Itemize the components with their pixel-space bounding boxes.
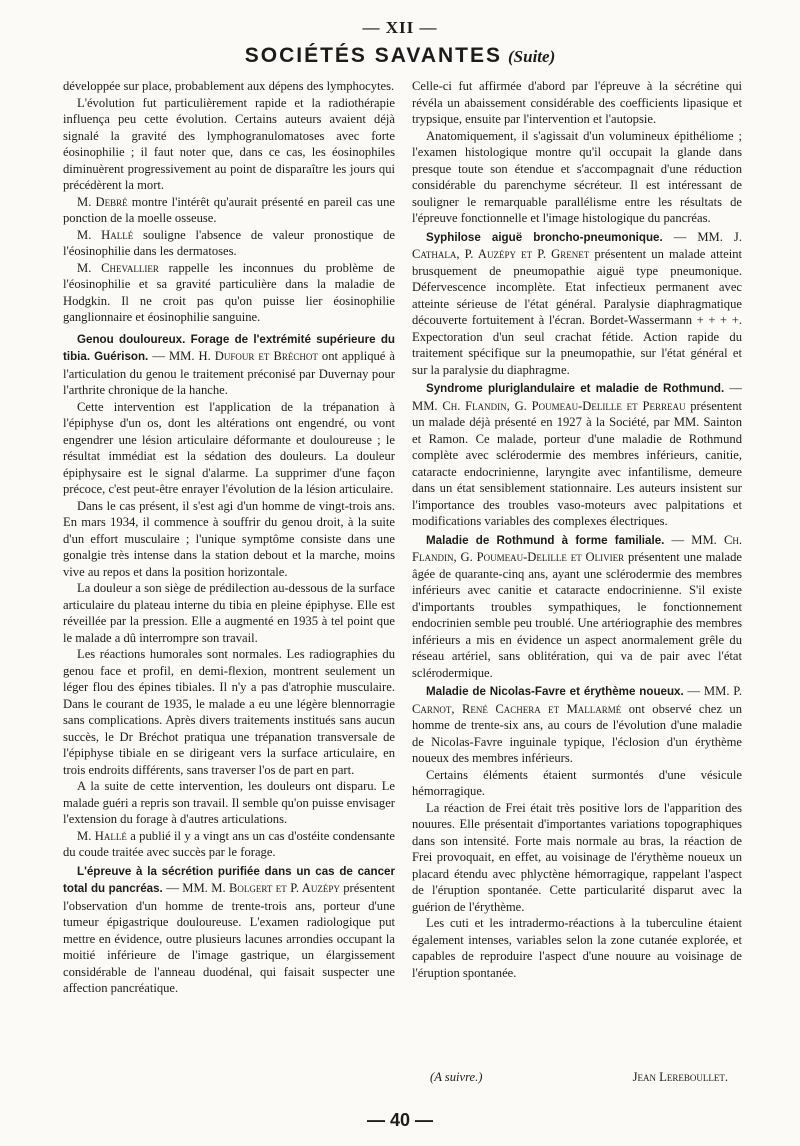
paragraph: Anatomiquement, il s'agissait d'un volumineux épithéliome ; l'examen histologique montre qu'il occupait la glande dans presque toute son étendue et s'accompagnait d'une réduction considérable du parenchyme sécréteur. Il est intéressant de souligner le remarquable parallélisme entre les résultats de l'épreuve fonctionnelle et l'image histologique du pancréas. bbox=[412, 128, 742, 225]
author-signature: Jean Lereboullet. bbox=[632, 1070, 728, 1084]
paragraph: M. Debré montre l'intérêt qu'aurait présenté en pareil cas une ponction de la moelle osseuse. bbox=[63, 194, 395, 225]
header-title: SOCIÉTÉS SAVANTES bbox=[244, 44, 503, 67]
section-title: L'épreuve à la sécrétion purifiée dans un cas de cancer total du pancréas. bbox=[63, 864, 395, 895]
section-title: Maladie de Rothmund à forme familiale. bbox=[426, 533, 665, 547]
section-authors: MM. Ch. Flandin, G. Poumeau-Delille et Olivier bbox=[412, 532, 743, 564]
header-suite: (Suite) bbox=[508, 47, 556, 66]
left-column bbox=[63, 78, 395, 997]
paragraph: La douleur a son siège de prédilection au-dessous de la surface articulaire du plateau interne du tibia en pleine épiphyse. Elle est réveillée par la pression. Elle a augmenté en 1935 à tel point que le malade a dû interrompre son travail. bbox=[63, 581, 395, 645]
paragraph: Les réactions humorales sont normales. Les radiographies du genou face et profil, en demi-flexion, montrent seulement un léger flou des épines tibiales. Il n'y a pas d'atrophie musculaire. Dans le courant de 1935, le malade a eu une légère blennorragie sans complications. Après divers traitements institués sans aucun succès, le Dr Bréchot pratiqua une trépanation transversale de l'épiphyse tibiale en se dirigeant vers la surface articulaire, en trois endroits différents, sans traverser l'os de part en part. bbox=[63, 647, 395, 777]
paragraph: La réaction de Frei était très positive lors de l'apparition des nouures. Elle présentait d'importantes variations topographiques dans son intensité. Forte mais normale au bras, la réaction de Frei provoquait, en effet, au voisinage de l'érythème noueux un placard étendu avec phlyctène hémorragique, rappelant l'aspect de l'éruption spontanée. Cette particularité disparut avec la guérion de l'érythème. bbox=[412, 800, 742, 914]
section-authors: MM. J. Cathala, P. Auzépy et P. Grenet bbox=[412, 229, 742, 261]
right-column bbox=[412, 78, 742, 981]
paragraph: M. Hallé souligne l'absence de valeur pronostique de l'éosinophilie dans les dermatoses. bbox=[63, 227, 395, 258]
page-number: — 40 — bbox=[366, 1110, 434, 1130]
section-nicolas-favre: Maladie de Nicolas-Favre et érythème noueux. — MM. P. Carnot, René Cachera et Mallarmé ont observé chez un homme de trente-six ans, au cours de l'évolution d'une maladie de Nicolas-Favre inguinale typique, l'éclosion d'un érythème noueux des membres inférieurs. bbox=[412, 684, 743, 765]
paragraph: L'évolution fut particulièrement rapide et la radiothérapie influença peu cette évolution. Certains auteurs avaient déjà signalé la gravité des lymphogranulomatoses avec forte éosinophilie ; il faut noter que, dans ce cas, les éosinophiles diminuèrent progressivement au point de disparaître les jours qui précédèrent la mort. bbox=[63, 95, 395, 192]
paragraph: M. Hallé a publié il y a vingt ans un cas d'ostéite condensante du coude traitée avec succès par le forage. bbox=[63, 828, 395, 859]
section-title: Genou douloureux. Forage de l'extrémité supérieure du tibia. Guérison. bbox=[63, 332, 395, 363]
section-authors: MM. H. Dufour et Bréchot bbox=[168, 349, 318, 363]
section-authors: MM. P. Carnot, René Cachera et Mallarmé bbox=[412, 684, 743, 716]
speaker-name: M. Chevallier bbox=[77, 260, 159, 275]
speaker-name: M. Hallé bbox=[77, 828, 127, 843]
section-title: Syndrome pluriglandulaire et maladie de Rothmund. bbox=[426, 382, 725, 395]
paragraph: Cette intervention est l'application de la trépanation à l'épiphyse d'un os, dont les altérations ont engendré, ou vont engendrer une lésion articulaire déformante et douloureuse ; le résultat immédiat est la sédation des douleurs. La douleur épiphysaire est le signal d'alarme. La supprimer d'une façon précoce, c'est peut-être enrayer l'évolution de la lésion articulaire. bbox=[63, 399, 395, 496]
paragraph: Dans le cas présent, il s'est agi d'un homme de vingt-trois ans. En mars 1934, il commence à souffrir du genou droit, à la suite d'un effort musculaire ; l'unique symptôme consiste dans une gonalgie très intense dans la station debout et la marche, moins vive au repos et dans la position horizontale. bbox=[63, 498, 395, 579]
section-genou: Genou douloureux. Forage de l'extrémité supérieure du tibia. Guérison. — MM. H. Dufour et Bréchot ont appliqué à l'articulation du genou le traitement préconisé par Duvernay pour l'arthrite chronique de la hanche. bbox=[63, 332, 396, 397]
paragraph: Celle-ci fut affirmée d'abord par l'épreuve à la sécrétine qui révéla un abaissement considérable des coefficients lipasique et trypsique, ensuite par l'intervention et l'autopsie. bbox=[412, 79, 742, 126]
section-title: Maladie de Nicolas-Favre et érythème noueux. bbox=[426, 685, 684, 698]
section-authors: MM. M. Bolgert et P. Auzépy bbox=[182, 881, 340, 895]
paragraph: développée sur place, probablement aux dépens des lymphocytes. bbox=[63, 79, 395, 93]
section-syphilose: Syphilose aiguë broncho-pneumonique. — MM. J. Cathala, P. Auzépy et P. Grenet présentent un malade atteint brusquement de pneumopathie aiguë type pneumonique. Défervescence incomplète. Etat infectieux permanent avec atteinte sérieuse de l'état général. Paralysie diaphragmatique découverte fortuitement à l'écran. Bordet-Wassermann + + + +. Expectoration d'un seul crachat fétide. Action rapide du traitement spécifique sur la pneumopathie, sur l'état général et sur la paralysie du diaphragme. bbox=[412, 229, 742, 377]
page-folio: — XII — bbox=[362, 18, 438, 37]
section-title: Syphilose aiguë broncho-pneumonique. bbox=[426, 230, 663, 244]
paragraph: A la suite de cette intervention, les douleurs ont disparu. Le malade guéri a repris son travail. Il semble qu'on puisse envisager l'extension du forage à d'autres articulations. bbox=[63, 779, 395, 826]
to-be-continued: (A suivre.) bbox=[430, 1070, 483, 1084]
section-authors: MM. Ch. Flandin, G. Poumeau-Delille et Perreau bbox=[412, 398, 686, 413]
paragraph: Certains éléments étaient surmontés d'une vésicule hémorragique. bbox=[412, 767, 742, 798]
section-header bbox=[0, 44, 800, 68]
section-rothmund-familiale: Maladie de Rothmund à forme familiale. — MM. Ch. Flandin, G. Poumeau-Delille et Olivier présentent une malade âgée de quarante-cinq ans, ayant une sclérodermie des membres inférieurs avec canitie et cataracte endocrinienne. S'il existe d'importants troubles sympathiques, le fonctionnement endocrinien semble peu troublé. Une artériographie des membres inférieurs a mis en évidence un aspect anormalement grêle du réseau artériel, sans oblitération, qui va de pair avec l'état sclérodermique. bbox=[412, 532, 743, 680]
paragraph: Les cuti et les intradermo-réactions à la tuberculine étaient également intenses, variables selon la zone cutanée explorée, et capables de reproduire l'aspect d'une nouure au voisinage de l'éruption spontanée. bbox=[412, 916, 742, 980]
speaker-name: M. Debré bbox=[77, 194, 128, 209]
speaker-name: M. Hallé bbox=[77, 227, 134, 242]
paragraph: M. Chevallier rappelle les inconnues du problème de l'éosinophilie et sa gravité particulière dans la maladie de Hodgkin. Il ne croit pas qu'on puisse lier éosinophilie ganglionnaire et éosinophilie sanguine. bbox=[63, 260, 395, 324]
section-rothmund: Syndrome pluriglandulaire et maladie de Rothmund. — MM. Ch. Flandin, G. Poumeau-Delille et Perreau présentent un malade déjà présenté en 1927 à la Société, par MM. Sainton et Ramon. Ce malade, porteur d'une maladie de Rothmund complète avec sclérodermie des membres inférieurs, canitie, cataracte endocrinienne, laryngite avec infantilisme, demeure dans un état sensiblement stationnaire. Les auteurs insistent sur l'importance des troubles vaso-moteurs avec palpitations et modifications variables des complexes électriques. bbox=[412, 381, 742, 528]
section-pancreas: L'épreuve à la sécrétion purifiée dans un cas de cancer total du pancréas. — MM. M. Bolgert et P. Auzépy présentent l'observation d'un homme de trente-trois ans, porteur d'une tumeur épigastrique douloureuse. L'examen radiologique put mettre en évidence, outre plusieurs lacunes arrondies occupant la moitié inférieure de l'image gastrique, un élargissement considérable de l'anneau duodénal, qui faisait suspecter une affection pancréatique. bbox=[63, 864, 396, 995]
